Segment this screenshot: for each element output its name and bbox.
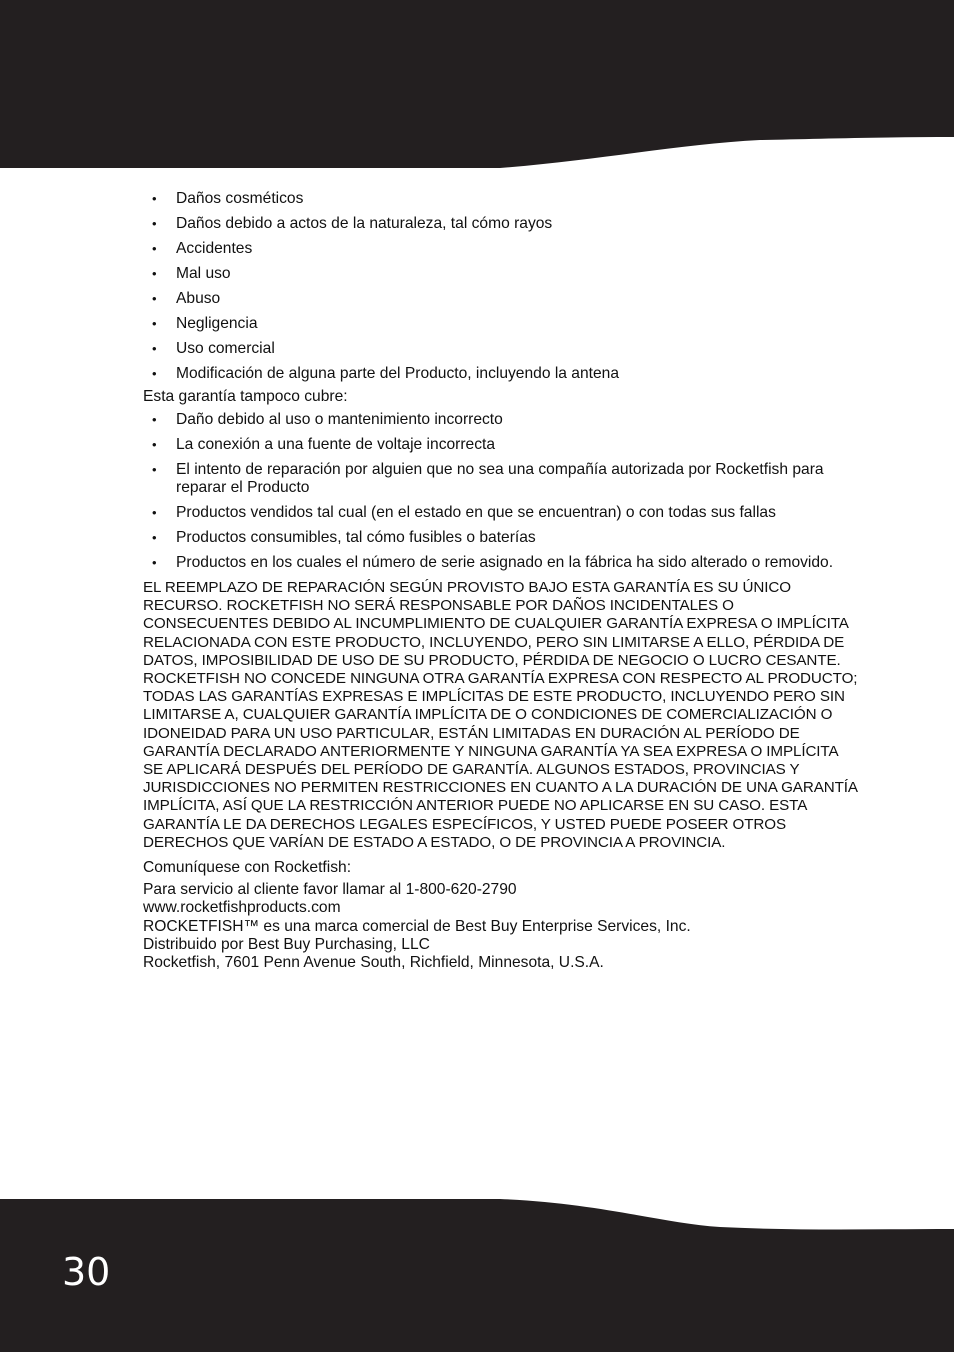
bullet-icon: •	[152, 291, 157, 306]
list-item: • Uso comercial	[152, 340, 275, 357]
additional-exclusions-list	[143, 411, 858, 572]
list-item: • El intento de reparación por alguien que no sea una compañía autorizada por Rocketfish para reparar el Producto	[152, 461, 824, 496]
footer-band	[0, 1195, 954, 1352]
list-item: • Negligencia	[152, 315, 258, 332]
list-item: • Mal uso	[152, 265, 231, 282]
list-item: • Daño debido al uso o mantenimiento incorrecto	[152, 411, 503, 428]
website-link[interactable]: www.rocketfishproducts.com	[143, 899, 341, 917]
contact-heading: Comuníquese con Rocketfish:	[143, 859, 352, 877]
header-band	[0, 0, 954, 170]
warranty-content	[143, 190, 858, 973]
list-item: • Productos vendidos tal cual (en el estado en que se encuentran) o con todas sus fallas	[152, 504, 776, 521]
bullet-icon: •	[152, 530, 157, 545]
distributor-notice: Distribuido por Best Buy Purchasing, LLC	[143, 935, 430, 953]
list-item: • Productos consumibles, tal cómo fusibles o baterías	[152, 529, 536, 546]
company-address: Rocketfish, 7601 Penn Avenue South, Richfield, Minnesota, U.S.A.	[143, 954, 604, 972]
bullet-icon: •	[152, 366, 157, 381]
exclusions-intro: Esta garantía tampoco cubre:	[143, 388, 348, 405]
list-item: • Accidentes	[152, 240, 253, 257]
bullet-icon: •	[152, 241, 157, 256]
list-item: • Productos en los cuales el número de serie asignado en la fábrica ha sido alterado o removido.	[152, 554, 834, 571]
list-item: • Daños debido a actos de la naturaleza, tal cómo rayos	[152, 215, 553, 232]
bullet-icon: •	[152, 505, 157, 520]
list-item: • Abuso	[152, 290, 221, 307]
bullet-icon: •	[152, 437, 157, 452]
bullet-icon: •	[152, 266, 157, 281]
bullet-icon: •	[152, 341, 157, 356]
bullet-icon: •	[152, 316, 157, 331]
list-item: • Daños cosméticos	[152, 190, 304, 207]
contact-info	[143, 881, 858, 972]
list-item: • Modificación de alguna parte del Producto, incluyendo la antena	[152, 365, 619, 382]
page-number: 30	[62, 1250, 111, 1294]
bullet-icon: •	[152, 555, 157, 570]
exclusions-list	[143, 190, 858, 383]
bullet-icon: •	[152, 412, 157, 427]
bullet-icon: •	[152, 462, 157, 477]
customer-service-phone: Para servicio al cliente favor llamar al 1-800-620-2790	[143, 881, 517, 899]
liability-disclaimer: EL REEMPLAZO DE REPARACIÓN SEGÚN PROVISTO BAJO ESTA GARANTÍA ES SU ÚNICO RECURSO. ROCKETFISH NO SERÁ RESPONSABLE POR DAÑOS INCIDENTALES O CONSECUENTES DEBIDO AL INCUMPLIMIENTO DE CUALQUIER GARANTÍA EXPRESA O IMPLÍCITA RELACIONADA CON ESTE PRODUCTO, INCLUYENDO, PERO SIN LIMITARSE A ELLO, PÉRDIDA DE DATOS, IMPOSIBILIDAD DE USO DE SU PRODUCTO, PÉRDIDA DE NEGOCIO O LUCRO CESANTE. ROCKETFISH NO CONCEDE NINGUNA OTRA GARANTÍA EXPRESA CON RESPECTO AL PRODUCTO; TODAS LAS GARANTÍAS EXPRESAS E IMPLÍCITAS DE ESTE PRODUCTO, INCLUYENDO PERO SIN LIMITARSE A, CUALQUIER GARANTÍA IMPLÍCITA DE O CONDICIONES DE COMERCIALIZACIÓN O IDONEIDAD PARA UN USO PARTICULAR, ESTÁN LIMITADAS EN DURACIÓN AL PERÍODO DE GARANTÍA DECLARADO ANTERIORMENTE Y NINGUNA GARANTÍA YA SEA EXPRESA O IMPLÍCITA SE APLICARÁ DESPUÉS DEL PERÍODO DE GARANTÍA. ALGUNOS ESTADOS, PROVINCIAS Y JURISDICCIONES NO PERMITEN RESTRICCIONES EN CUANTO A LA DURACIÓN DE UNA GARANTÍA IMPLÍCITA, ASÍ QUE LA RESTRICCIÓN ANTERIOR PUEDE NO APLICARSE EN SU CASO. ESTA GARANTÍA LE DA DERECHOS LEGALES ESPECÍFICOS, Y USTED PUEDE POSEER OTROS DERECHOS QUE VARÍAN DE ESTADO A ESTADO, O DE PROVINCIA A PROVINCIA.	[143, 579, 858, 851]
bullet-icon: •	[152, 191, 157, 206]
list-item: • La conexión a una fuente de voltaje incorrecta	[152, 436, 496, 453]
trademark-notice: ROCKETFISH™ es una marca comercial de Best Buy Enterprise Services, Inc.	[143, 917, 691, 935]
bullet-icon: •	[152, 216, 157, 231]
